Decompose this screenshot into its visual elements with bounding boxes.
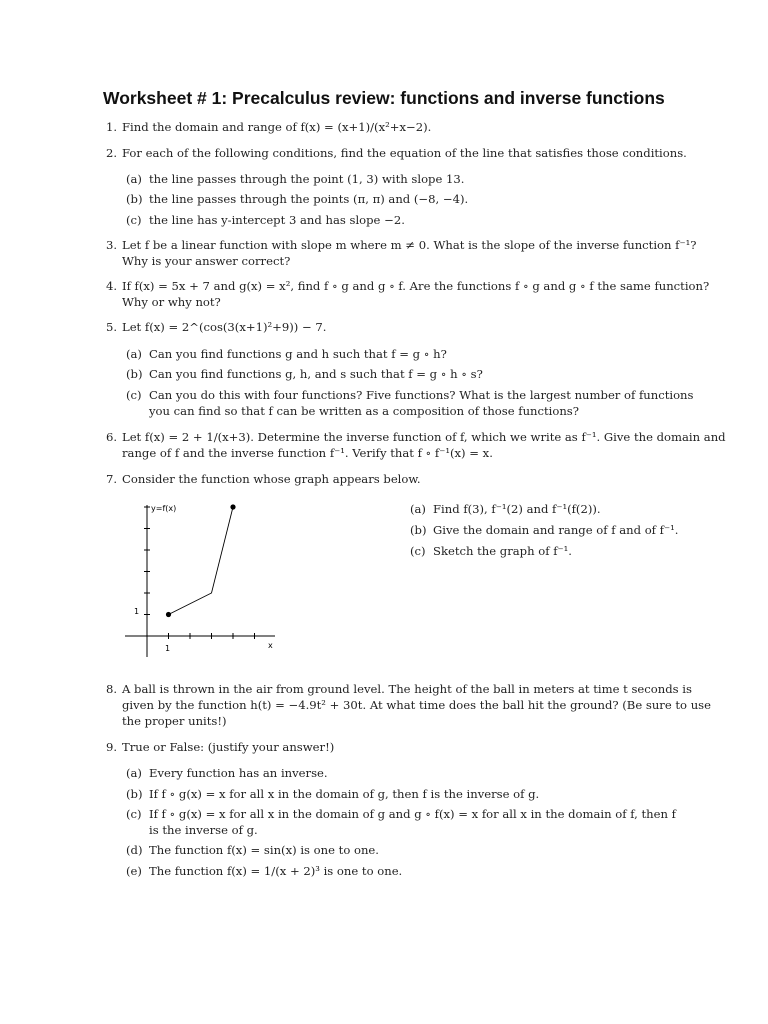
start-point (166, 612, 171, 617)
x-tick-label: 1 (165, 644, 171, 653)
q2b-label: (b) (126, 192, 143, 206)
q7c-label: (c) (410, 544, 426, 558)
q9c-text-line2: is the inverse of g. (149, 823, 258, 837)
q3-text-line1: Let f be a linear function with slope m where m ≠ 0. What is the slope of the inverse function f⁻¹? (122, 238, 697, 252)
q9b-text: If f ∘ g(x) = x for all x in the domain of g, then f is the inverse of g. (149, 787, 540, 801)
q2c-label: (c) (126, 213, 142, 227)
q4-text-line2: Why or why not? (122, 295, 221, 309)
q9e-label: (e) (126, 864, 142, 878)
q5b-label: (b) (126, 367, 143, 381)
q2-number: 2. (105, 146, 117, 160)
q5c-label: (c) (126, 388, 142, 402)
q5b-text: Can you find functions g, h, and s such that f = g ∘ h ∘ s? (149, 367, 483, 381)
x-axis-label: x (268, 641, 273, 650)
q7a-label: (a) (410, 502, 426, 516)
q6-number: 6. (105, 430, 117, 444)
q5-number: 5. (105, 320, 117, 334)
q7-text: Consider the function whose graph appears below. (122, 472, 421, 486)
q9c-text-line1: If f ∘ g(x) = x for all x in the domain of g and g ∘ f(x) = x for all x in the domain of f, then f (149, 807, 676, 821)
q7c-text: Sketch the graph of f⁻¹. (433, 544, 572, 558)
function-graph (120, 497, 290, 662)
y-tick-label: 1 (134, 607, 140, 616)
q8-text-line3: the proper units!) (122, 714, 227, 728)
q7b-text: Give the domain and range of f and of f⁻¹. (433, 523, 679, 537)
q3-number: 3. (105, 238, 117, 252)
q5-text: Let f(x) = 2^(cos(3(x+1)²+9)) − 7. (122, 320, 327, 334)
q9e-text: The function f(x) = 1/(x + 2)³ is one to one. (149, 864, 403, 878)
q9d-label: (d) (126, 843, 143, 857)
q6-text-line1: Let f(x) = 2 + 1/(x+3). Determine the inverse function of f, which we write as f⁻¹. Give the domain and (122, 430, 726, 444)
q7-number: 7. (105, 472, 117, 486)
q5a-text: Can you find functions g and h such that f = g ∘ h? (149, 347, 447, 361)
q4-number: 4. (105, 279, 117, 293)
q9a-label: (a) (126, 766, 142, 780)
page-title: Worksheet # 1: Precalculus review: functions and inverse functions (103, 88, 665, 108)
q9a-text: Every function has an inverse. (149, 766, 328, 780)
y-axis-label: y=f(x) (151, 504, 177, 513)
q2c-text: the line has y-intercept 3 and has slope −2. (149, 213, 405, 227)
q4-text-line1: If f(x) = 5x + 7 and g(x) = x², find f ∘ g and g ∘ f. Are the functions f ∘ g and g ∘ f the same function? (122, 279, 710, 293)
q5a-label: (a) (126, 347, 142, 361)
q8-number: 8. (105, 682, 117, 696)
q3-text-line2: Why is your answer correct? (122, 254, 291, 268)
q2a-label: (a) (126, 172, 142, 186)
q6-text-line2: range of f and the inverse function f⁻¹. Verify that f ∘ f⁻¹(x) = x. (122, 446, 493, 460)
q5c-text-line1: Can you do this with four functions? Five functions? What is the largest number of functions (149, 388, 694, 402)
q1-text: Find the domain and range of f(x) = (x+1)/(x²+x−2). (122, 120, 432, 134)
q2b-text: the line passes through the points (π, π) and (−8, −4). (149, 192, 469, 206)
q9c-label: (c) (126, 807, 142, 821)
end-point (230, 504, 235, 509)
q9-text: True or False: (justify your answer!) (122, 740, 335, 754)
q1-number: 1. (105, 120, 117, 134)
q9b-label: (b) (126, 787, 143, 801)
q9d-text: The function f(x) = sin(x) is one to one. (149, 843, 379, 857)
q8-text-line1: A ball is thrown in the air from ground level. The height of the ball in meters at time t seconds is (122, 682, 692, 696)
q2a-text: the line passes through the point (1, 3) with slope 13. (149, 172, 465, 186)
q7b-label: (b) (410, 523, 427, 537)
q2-text: For each of the following conditions, find the equation of the line that satisfies those conditions. (122, 146, 687, 160)
q8-text-line2: given by the function h(t) = −4.9t² + 30t. At what time does the ball hit the ground? (Be sure to use (122, 698, 711, 712)
q5c-text-line2: you can find so that f can be written as a composition of those functions? (149, 404, 579, 418)
q9-number: 9. (105, 740, 117, 754)
q7a-text: Find f(3), f⁻¹(2) and f⁻¹(f(2)). (433, 502, 601, 516)
function-curve (169, 507, 234, 615)
